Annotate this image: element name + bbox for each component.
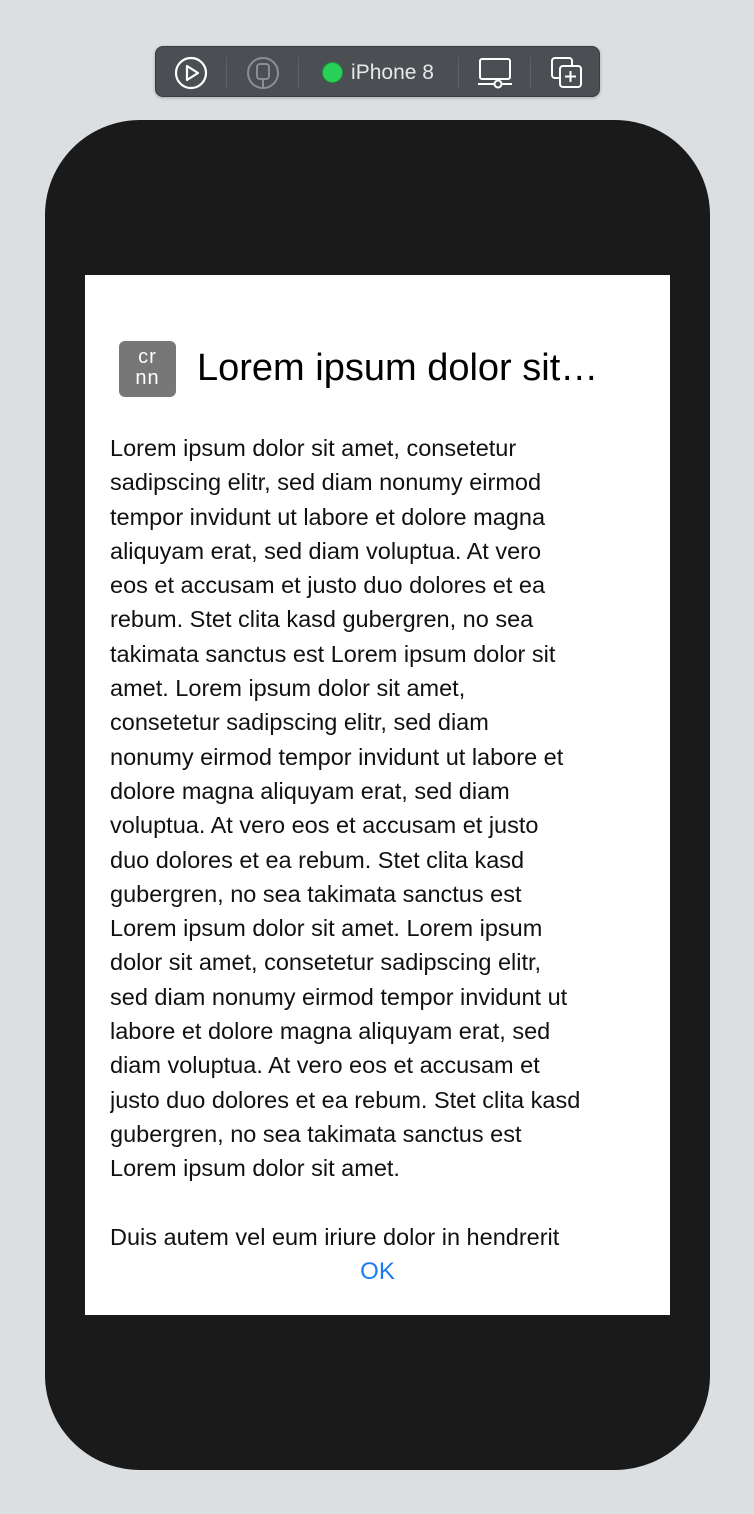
body-text-line: diam voluptua. At vero eos et accusam et	[110, 1052, 540, 1079]
dialog-body[interactable]	[110, 431, 670, 1250]
device-name: iPhone 8	[351, 60, 434, 84]
ok-button[interactable]: OK	[360, 1258, 395, 1285]
device-settings-icon[interactable]	[474, 47, 516, 98]
body-text-line: amet. Lorem ipsum dolor sit amet,	[110, 675, 466, 702]
simulator-toolbar	[155, 46, 600, 97]
dialog-title: Lorem ipsum dolor sit…	[197, 347, 599, 389]
body-text-line: dolor sit amet, consetetur sadipscing elitr,	[110, 949, 542, 976]
body-text-line: labore et dolore magna aliquyam erat, sed	[110, 1018, 551, 1045]
body-text-line: Lorem ipsum dolor sit amet.	[110, 1155, 400, 1182]
divider	[226, 57, 227, 88]
divider	[298, 57, 299, 88]
body-text-line: dolore magna aliquyam erat, sed diam	[110, 777, 510, 804]
body-text-line: takimata sanctus est Lorem ipsum dolor sit	[110, 640, 556, 667]
body-text-line: Lorem ipsum dolor sit amet. Lorem ipsum	[110, 915, 543, 942]
logo-text-bottom: nn	[135, 367, 160, 389]
status-dot-icon	[322, 62, 343, 83]
body-text-line: justo duo dolores et ea rebum. Stet clita kasd	[110, 1086, 581, 1113]
home-button-icon[interactable]	[242, 47, 284, 98]
divider	[458, 57, 459, 88]
body-text-line: Lorem ipsum dolor sit amet, consetetur	[110, 435, 517, 461]
body-text-line: gubergren, no sea takimata sanctus est	[110, 880, 522, 907]
body-text-line: sadipscing elitr, sed diam nonumy eirmod	[110, 469, 542, 496]
phone-screen	[85, 275, 670, 1315]
device-selector[interactable]	[313, 47, 443, 98]
body-text-line: Duis autem vel eum iriure dolor in hendrerit	[110, 1223, 560, 1250]
body-text-line: eos et accusam et justo duo dolores et ea	[110, 572, 546, 599]
body-text-line: sed diam nonumy eirmod tempor invidunt ut	[110, 983, 568, 1010]
duplicate-add-icon[interactable]	[546, 47, 588, 98]
body-text-line: rebum. Stet clita kasd gubergren, no sea	[110, 606, 534, 633]
logo-text-top: cr	[138, 346, 157, 368]
body-text-line: duo dolores et ea rebum. Stet clita kasd	[110, 846, 525, 873]
body-text-line: voluptua. At vero eos et accusam et justo	[110, 812, 539, 839]
body-text-line: consetetur sadipscing elitr, sed diam	[110, 709, 489, 736]
app-logo	[119, 341, 176, 397]
body-text-line: gubergren, no sea takimata sanctus est	[110, 1120, 522, 1147]
divider	[530, 57, 531, 88]
body-text-line: nonumy eirmod tempor invidunt ut labore et	[110, 743, 564, 770]
play-icon[interactable]	[170, 47, 212, 98]
body-text-line: aliquyam erat, sed diam voluptua. At vero	[110, 537, 542, 564]
body-text-line	[110, 1186, 670, 1220]
body-text-line: tempor invidunt ut labore et dolore magna	[110, 503, 546, 530]
